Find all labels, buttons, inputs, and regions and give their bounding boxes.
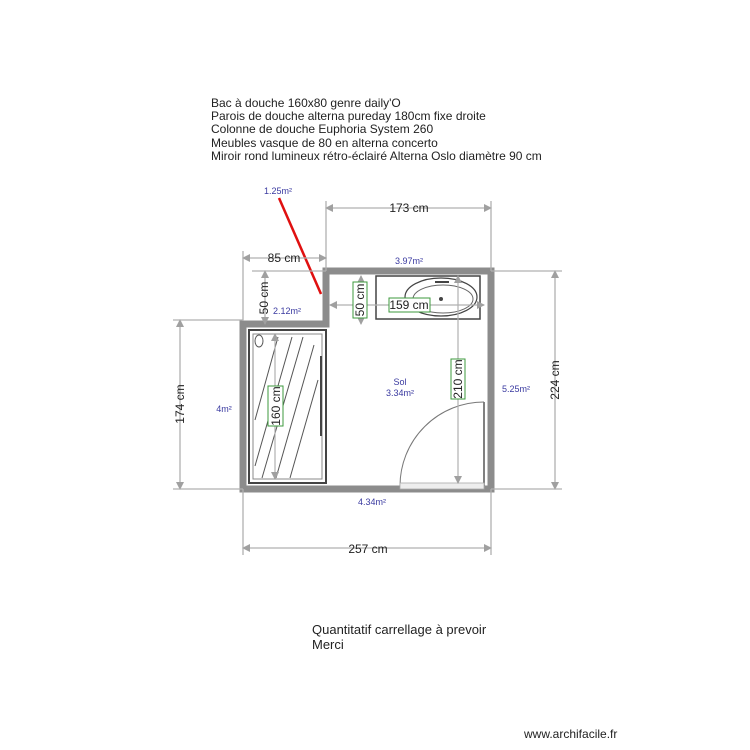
area-marker-line — [279, 198, 321, 294]
note-line: Miroir rond lumineux rétro-éclairé Alterna Oslo diamètre 90 cm — [211, 148, 542, 163]
dim-top-width: 173 cm — [389, 201, 429, 215]
dim-shower-length: 160 cm — [269, 386, 283, 426]
area-left-wall: 4m² — [216, 404, 232, 414]
area-top-wall: 3.97m² — [394, 256, 424, 266]
watermark: www.archifacile.fr — [524, 727, 618, 741]
area-step-wall: 2.12m² — [272, 306, 302, 316]
dim-room-depth: 210 cm — [451, 359, 465, 399]
area-bottom-wall: 4.34m² — [357, 497, 387, 507]
dim-alcove-depth: 50 cm — [353, 283, 367, 317]
dim-step-width: 85 cm — [267, 251, 301, 265]
area-marker: 1.25m² — [263, 186, 293, 196]
footer-line: Quantitatif carrellage à prevoir — [312, 622, 487, 637]
sink-drain — [439, 297, 443, 301]
door-threshold — [400, 483, 484, 489]
note-line: Colonne de douche Euphoria System 260 — [211, 122, 434, 137]
footer-line: Merci — [312, 637, 344, 652]
footer-notes — [312, 622, 486, 652]
floor-label: Sol — [393, 377, 407, 387]
dim-step-height: 50 cm — [257, 281, 271, 315]
note-line: Meubles vasque de 80 en alterna concerto — [211, 135, 438, 150]
dim-vanity-width: 159 cm — [389, 298, 429, 312]
note-line: Parois de douche alterna pureday 180cm fixe droite — [211, 109, 486, 124]
dim-right-height: 224 cm — [548, 360, 562, 400]
dim-left-height: 174 cm — [173, 384, 187, 424]
area-right-wall: 5.25m² — [501, 384, 531, 394]
dim-total-width: 257 cm — [348, 542, 388, 556]
note-line: Bac à douche 160x80 genre daily'O — [211, 96, 401, 110]
floor-area: 3.34m² — [385, 388, 415, 398]
